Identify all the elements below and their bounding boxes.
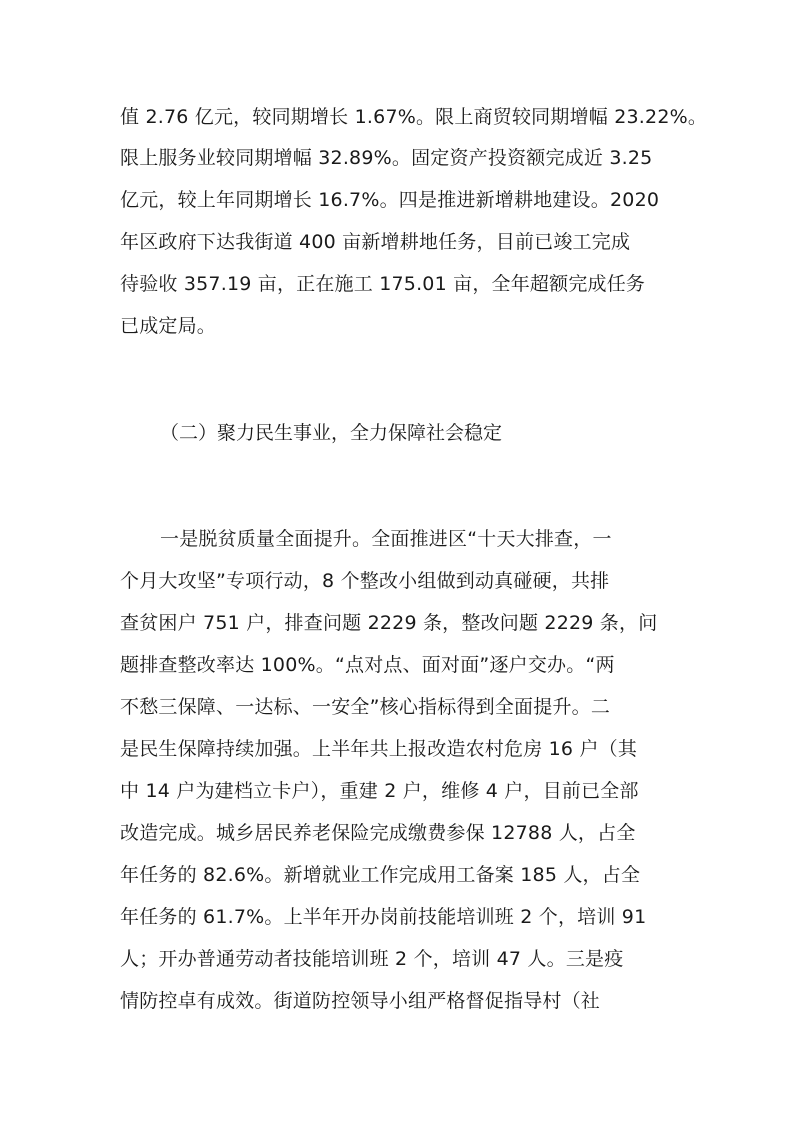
body-text-line: 值 2.76 亿元，较同期增长 1.67%。限上商贸较同期增幅 23.22%。	[120, 106, 708, 128]
body-text-line: 改造完成。城乡居民养老保险完成缴费参保 12788 人，占全	[120, 822, 636, 844]
body-text-line: 限上服务业较同期增幅 32.89%。固定资产投资额完成近 3.25	[120, 147, 653, 169]
body-text-line: 已成定局。	[120, 315, 217, 337]
body-text-line: 查贫困户 751 户，排查问题 2229 条，整改问题 2229 条，问	[120, 612, 658, 634]
body-text-line: 待验收 357.19 亩，正在施工 175.01 亩，全年超额完成任务	[120, 273, 646, 295]
body-text-line: 亿元，较上年同期增长 16.7%。四是推进新增耕地建设。2020	[120, 189, 660, 211]
body-text-line: 一是脱贫质量全面提升。全面推进区“十天大排查，一	[160, 528, 612, 550]
body-text-line: 题排查整改率达 100%。“点对点、面对面”逐户交办。“两	[120, 654, 615, 676]
body-text-line: 是民生保障持续加强。上半年共上报改造农村危房 16 户（其	[120, 738, 638, 760]
body-text-line: 年区政府下达我街道 400 亩新增耕地任务，目前已竣工完成	[120, 231, 631, 253]
body-text-line: 中 14 户为建档立卡户），重建 2 户，维修 4 户，目前已全部	[120, 780, 639, 802]
body-text-line: 情防控卓有成效。街道防控领导小组严格督促指导村（社	[120, 990, 601, 1012]
body-text-line: 个月大攻坚”专项行动，8 个整改小组做到动真碰硬，共排	[120, 570, 610, 592]
body-text-line: 年任务的 82.6%。新增就业工作完成用工备案 185 人，占全	[120, 864, 641, 886]
body-text-line: 不愁三保障、一达标、一安全”核心指标得到全面提升。二	[120, 696, 611, 718]
body-text-line: 人；开办普通劳动者技能培训班 2 个，培训 47 人。三是疫	[120, 948, 624, 970]
body-text-line: 年任务的 61.7%。上半年开办岗前技能培训班 2 个，培训 91	[120, 906, 647, 928]
section-heading: （二）聚力民生事业，全力保障社会稳定	[160, 422, 503, 444]
